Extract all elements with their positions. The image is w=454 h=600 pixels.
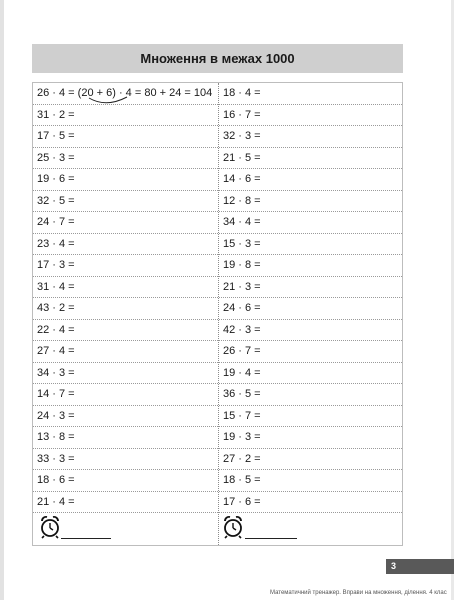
exercise-left[interactable]: 43 · 2 = — [37, 302, 75, 314]
exercise-right[interactable]: 36 · 5 = — [223, 388, 261, 400]
exercise-right[interactable]: 27 · 2 = — [223, 452, 261, 465]
exercise-right[interactable]: 12 · 8 = — [223, 194, 261, 207]
table-row — [33, 427, 402, 449]
exercise-left[interactable]: 27 · 4 = — [37, 345, 75, 357]
exercise-right[interactable]: 26 · 7 = — [223, 345, 261, 357]
exercise-left[interactable]: 31 · 2 = — [37, 108, 75, 121]
exercise-right[interactable]: 19 · 8 = — [223, 259, 261, 271]
alarm-clock-icon — [39, 515, 61, 539]
exercise-left[interactable]: 13 · 8 = — [37, 431, 75, 443]
exercise-right[interactable]: 21 · 5 = — [223, 151, 261, 164]
time-answer-line-left[interactable] — [61, 538, 111, 539]
exercise-right[interactable]: 24 · 6 = — [223, 302, 261, 314]
exercise-right[interactable]: 14 · 6 = — [223, 173, 261, 185]
exercise-left[interactable]: 31 · 4 = — [37, 280, 75, 293]
table-row — [33, 277, 402, 299]
table-row — [33, 298, 402, 320]
table-row — [33, 105, 402, 127]
exercise-left[interactable]: 32 · 5 = — [37, 194, 75, 207]
exercise-left[interactable]: 33 · 3 = — [37, 452, 75, 465]
alarm-clock-icon — [222, 515, 244, 539]
table-row — [33, 449, 402, 471]
exercise-left[interactable]: 21 · 4 = — [37, 495, 75, 508]
exercise-right[interactable]: 18 · 5 = — [223, 474, 261, 486]
decomposition-arc — [33, 83, 153, 107]
exercise-right[interactable]: 34 · 4 = — [223, 216, 261, 228]
table-row — [33, 212, 402, 234]
example-result: · 4 = 80 + 24 = 104 — [115, 87, 213, 99]
time-answer-line-right[interactable] — [245, 538, 297, 539]
exercise-right[interactable]: 15 · 3 = — [223, 237, 261, 250]
exercise-right[interactable]: 32 · 3 = — [223, 130, 261, 142]
exercise-right[interactable]: 42 · 3 = — [223, 323, 261, 336]
table-row — [33, 492, 402, 514]
example-decomposition: (20 + 6) — [77, 87, 116, 99]
table-row — [33, 320, 402, 342]
exercise-left[interactable]: 19 · 6 = — [37, 173, 75, 185]
exercise-left[interactable]: 22 · 4 = — [37, 323, 75, 336]
table-row — [33, 148, 402, 170]
footer-text: Математичний тренажер. Вправи на множення, ділення. 4 клас — [270, 590, 447, 596]
exercise-right[interactable]: 19 · 3 = — [223, 431, 261, 443]
exercise-right[interactable]: 16 · 7 = — [223, 108, 261, 121]
table-row — [33, 234, 402, 256]
exercise-left[interactable]: 14 · 7 = — [37, 388, 75, 400]
table-row — [33, 126, 402, 148]
table-row — [33, 169, 402, 191]
exercise-left[interactable]: 24 · 7 = — [37, 216, 75, 228]
exercise-right[interactable]: 17 · 6 = — [223, 495, 261, 508]
exercise-right[interactable]: 15 · 7 = — [223, 409, 261, 422]
table-row — [33, 191, 402, 213]
exercise-left[interactable]: 24 · 3 = — [37, 409, 75, 422]
exercise-left[interactable]: 18 · 6 = — [37, 474, 75, 486]
table-row — [33, 255, 402, 277]
exercise-left[interactable]: 34 · 3 = — [37, 366, 75, 379]
exercise-right[interactable]: 18 · 4 = — [223, 87, 261, 99]
table-row — [33, 470, 402, 492]
table-row — [33, 406, 402, 428]
exercise-left[interactable]: 17 · 5 = — [37, 130, 75, 142]
exercise-right[interactable]: 19 · 4 = — [223, 366, 261, 379]
timer-row — [33, 513, 402, 545]
page-number: 3 — [386, 559, 454, 574]
table-row — [33, 83, 402, 105]
exercise-left[interactable]: 23 · 4 = — [37, 237, 75, 250]
exercise-right[interactable]: 21 · 3 = — [223, 280, 261, 293]
exercise-grid — [32, 82, 403, 546]
exercise-left[interactable]: 17 · 3 = — [37, 259, 75, 271]
table-row — [33, 363, 402, 385]
table-row — [33, 384, 402, 406]
exercise-left[interactable]: 25 · 3 = — [37, 151, 75, 164]
table-row — [33, 341, 402, 363]
example-start: 26 · 4 = — [37, 87, 78, 99]
page-title: Множення в межах 1000 — [32, 44, 403, 73]
page-edge-left — [0, 0, 4, 600]
